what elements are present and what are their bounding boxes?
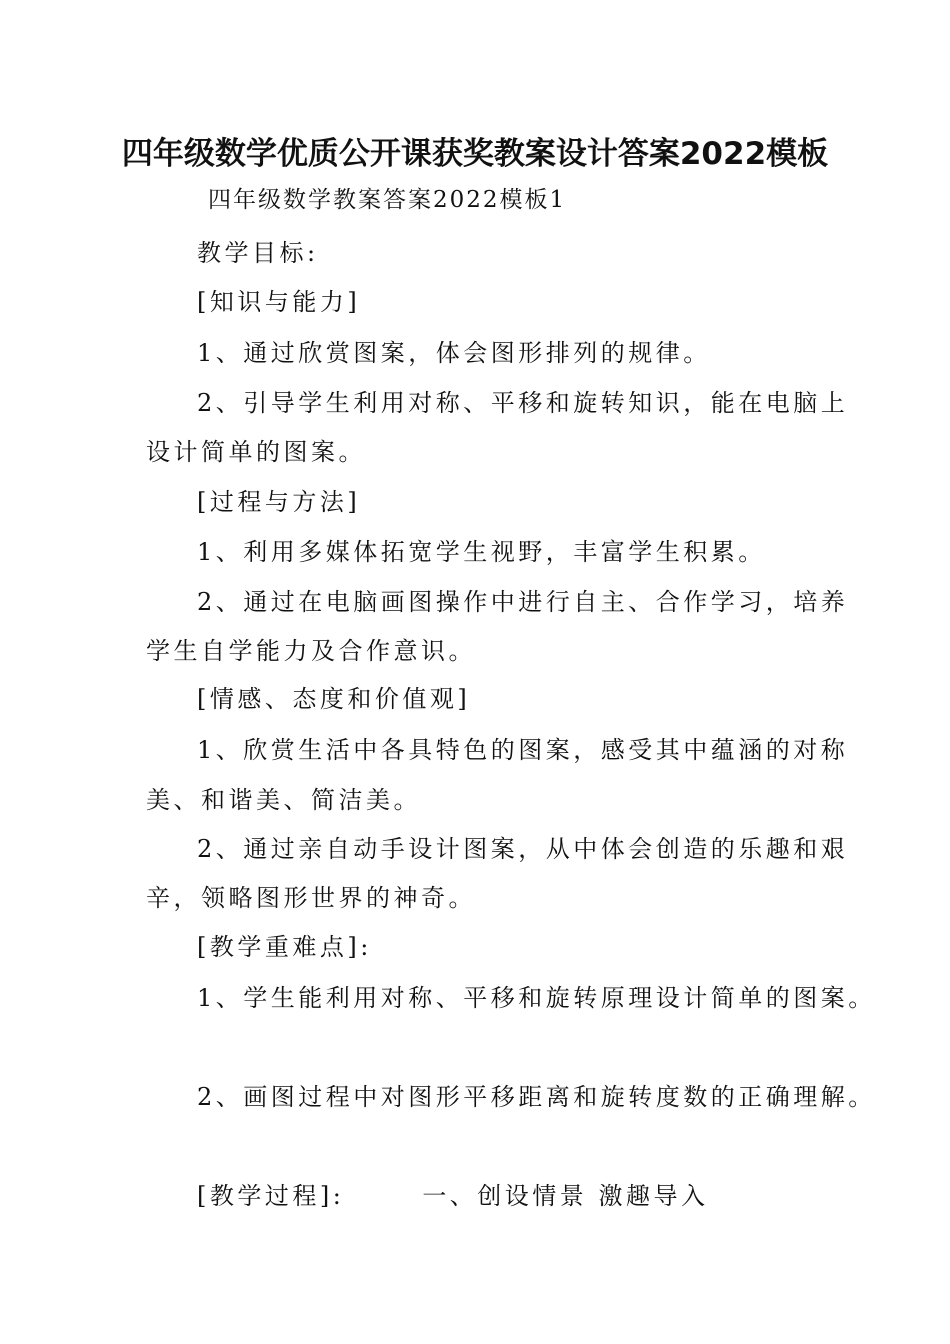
document-title: 四年级数学优质公开课获奖教案设计答案2022模板 — [121, 136, 829, 172]
process-label: [教学过程]: — [197, 1182, 345, 1210]
section-heading: [教学重难点]: — [197, 933, 372, 961]
section-heading: [过程与方法] — [197, 488, 361, 516]
paragraph-line: 美、和谐美、简洁美。 — [146, 786, 421, 814]
paragraph-line: 1、利用多媒体拓宽学生视野，丰富学生积累。 — [197, 538, 766, 566]
paragraph-line: 教学目标: — [197, 239, 319, 267]
paragraph-line: 1、欣赏生活中各具特色的图案，感受其中蕴涵的对称 — [197, 736, 849, 764]
document-subtitle: 四年级数学教案答案2022模板1 — [208, 187, 567, 213]
paragraph-line: 2、画图过程中对图形平移距离和旋转度数的正确理解。 — [197, 1083, 876, 1111]
section-heading: [情感、态度和价值观] — [197, 685, 471, 713]
paragraph-line: 2、引导学生利用对称、平移和旋转知识，能在电脑上 — [197, 389, 849, 417]
paragraph-line: 2、通过在电脑画图操作中进行自主、合作学习，培养 — [197, 588, 849, 616]
process-line — [197, 1181, 708, 1211]
paragraph-line: 学生自学能力及合作意识。 — [146, 637, 476, 665]
paragraph-line: 辛，领略图形世界的神奇。 — [146, 884, 476, 912]
process-step: 一、创设情景 激趣导入 — [422, 1182, 709, 1210]
paragraph-line: 1、学生能利用对称、平移和旋转原理设计简单的图案。 — [197, 984, 876, 1012]
paragraph-line: 2、通过亲自动手设计图案，从中体会创造的乐趣和艰 — [197, 835, 849, 863]
paragraph-line: 1、通过欣赏图案，体会图形排列的规律。 — [197, 339, 711, 367]
paragraph-line: 设计简单的图案。 — [146, 438, 366, 466]
section-heading: [知识与能力] — [197, 288, 361, 316]
